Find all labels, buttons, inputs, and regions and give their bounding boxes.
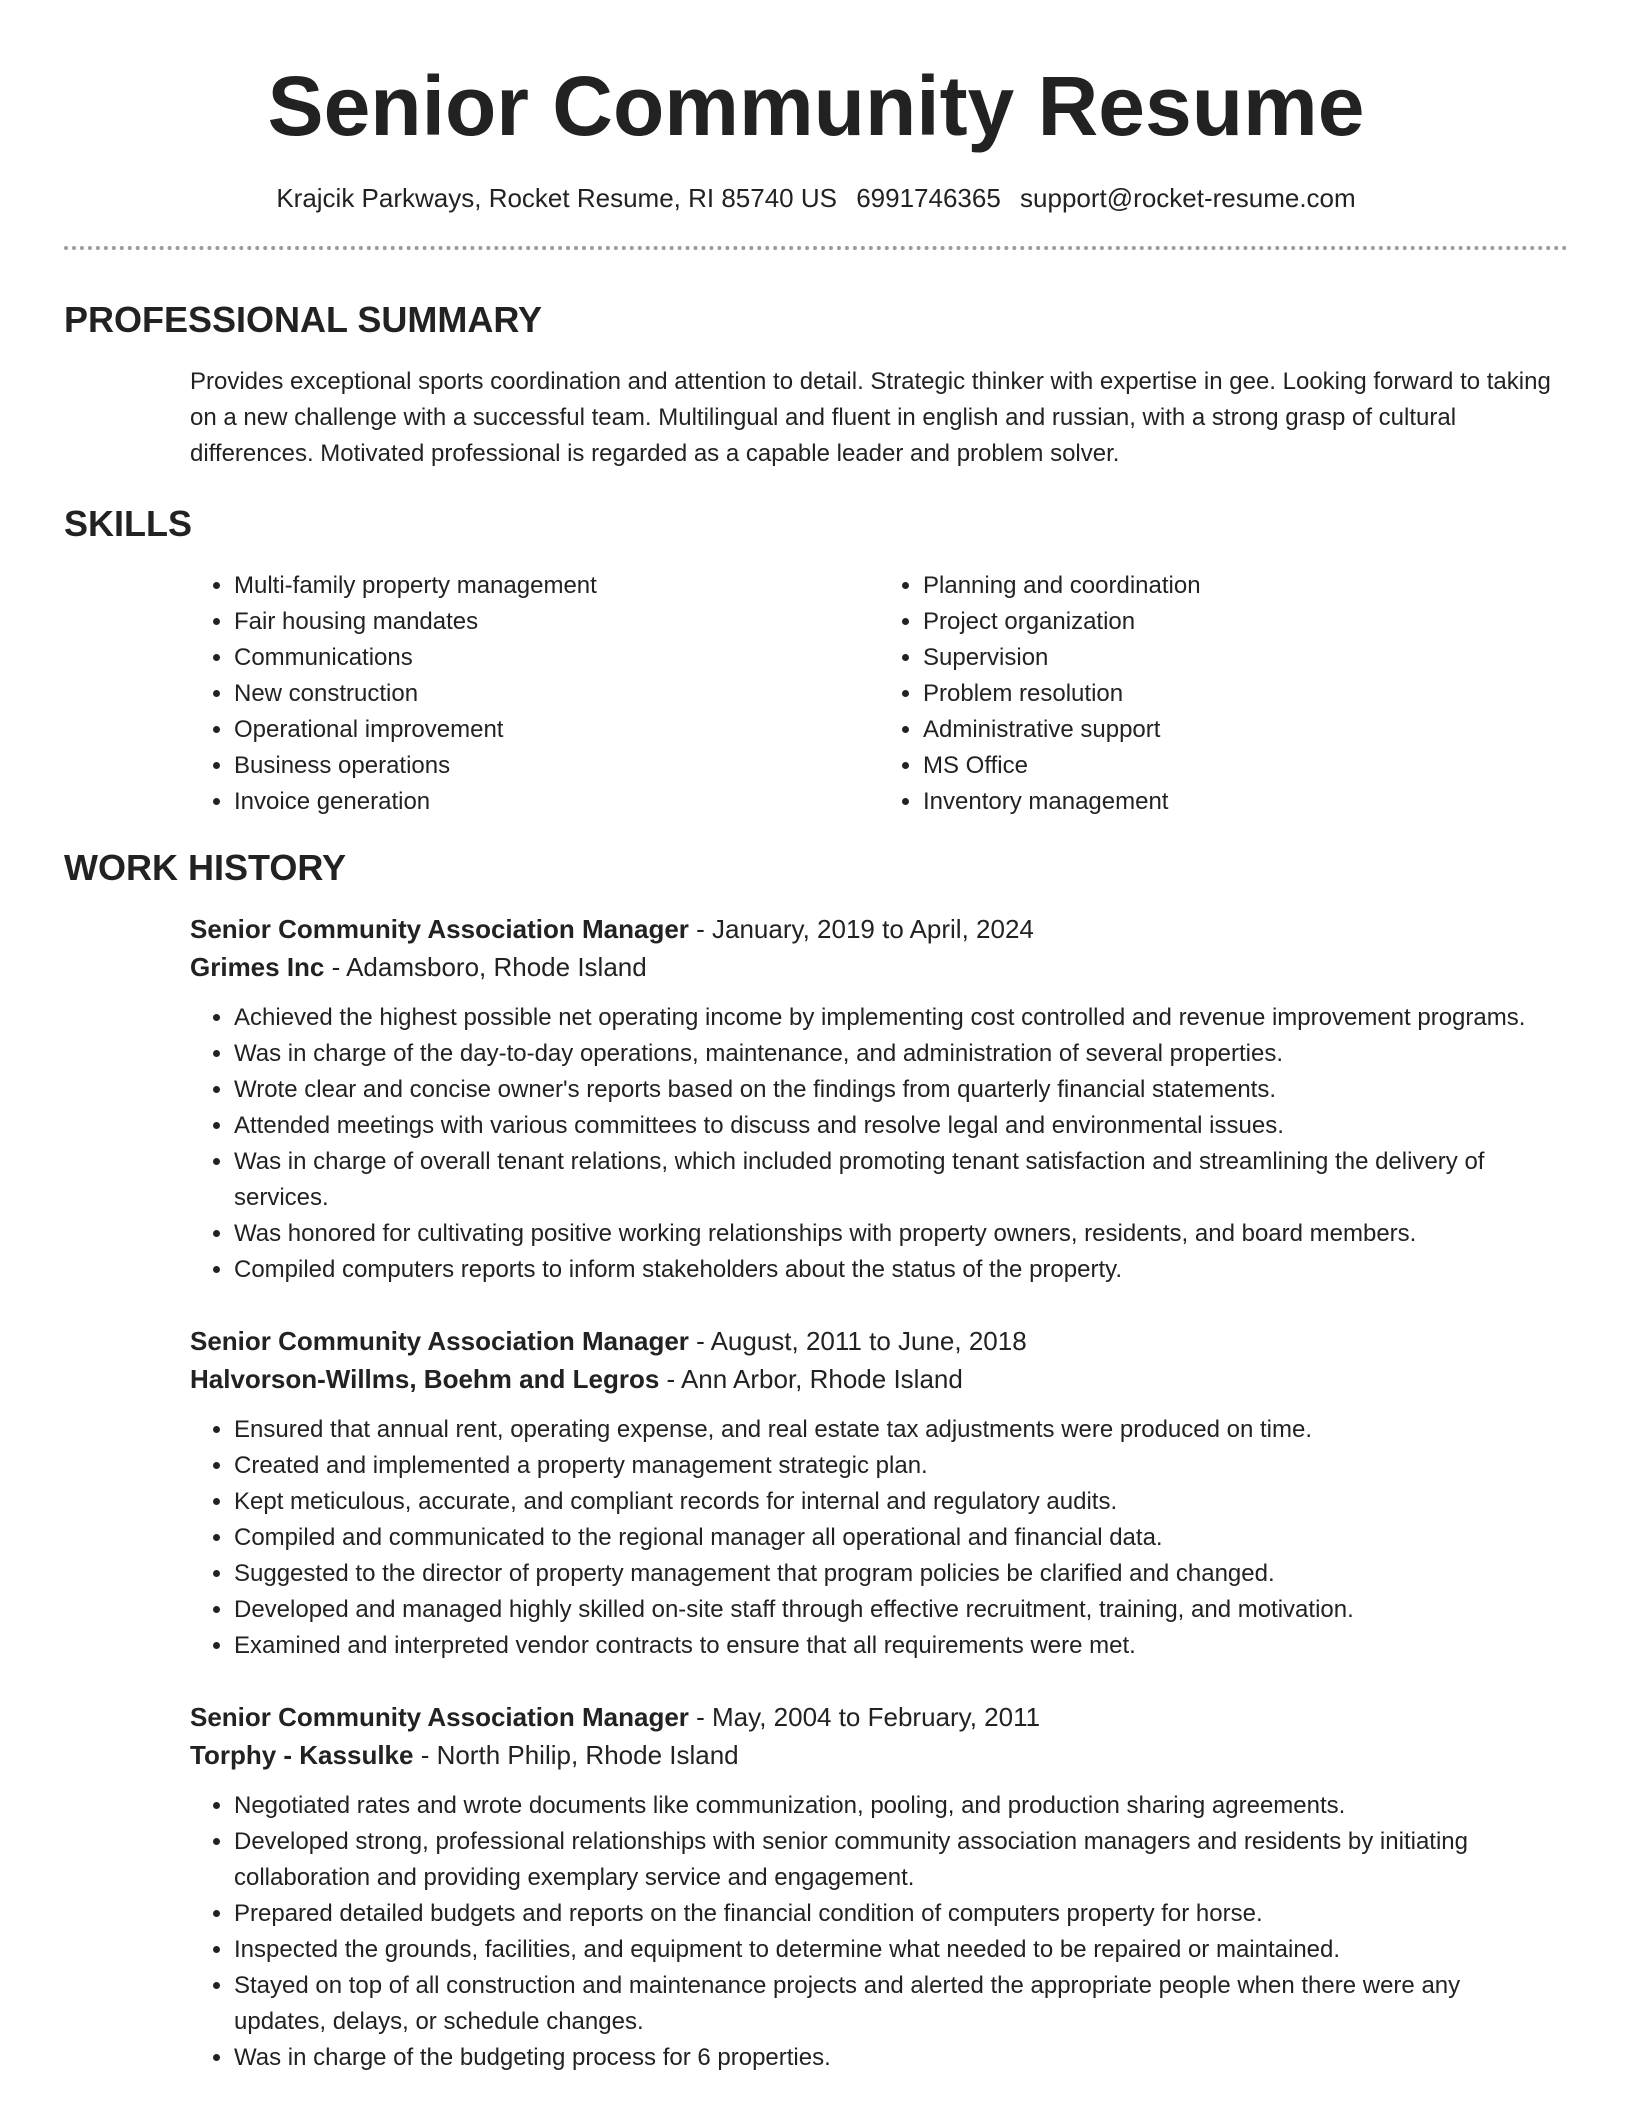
skill-item: • Administrative support (923, 712, 1568, 748)
skill-item: • MS Office (923, 748, 1568, 784)
job-title: Senior Community Association Manager (190, 914, 689, 944)
job-company-line (190, 1736, 1568, 1774)
summary-heading: PROFESSIONAL SUMMARY (64, 299, 543, 340)
job-location: - Ann Arbor, Rhode Island (659, 1364, 963, 1394)
job-bullet-list (190, 1000, 1568, 1288)
job-bullet: • Was honored for cultivating positive working relationships with property owners, residents, and board members. (234, 1216, 1568, 1252)
job-dates: - May, 2004 to February, 2011 (688, 1702, 1041, 1732)
job-bullet: • Negotiated rates and wrote documents like communization, pooling, and production sharing agreements. (234, 1788, 1568, 1824)
job-title: Senior Community Association Manager (190, 1326, 689, 1356)
job-title: Senior Community Association Manager (190, 1702, 689, 1732)
job-title-line (190, 1322, 1568, 1360)
job-bullet: • Ensured that annual rent, operating expense, and real estate tax adjustments were produced on time. (234, 1412, 1568, 1448)
skill-item: • Inventory management (923, 784, 1568, 820)
skills-heading: SKILLS (64, 503, 193, 544)
contact-address: Krajcik Parkways, Rocket Resume, RI 85740 US (276, 183, 837, 213)
job-bullet-list (190, 1788, 1568, 2076)
job-company-line (190, 1360, 1568, 1398)
job-entry (190, 910, 1568, 1288)
summary-section (64, 298, 1568, 472)
skill-item: • New construction (234, 676, 879, 712)
skill-item: • Invoice generation (234, 784, 879, 820)
job-bullet: • Was in charge of the day-to-day operations, maintenance, and administration of several properties. (234, 1036, 1568, 1072)
job-bullet: • Developed strong, professional relationships with senior community association managers and residents by initiating collaboration and providing exemplary service and engagement. (234, 1824, 1568, 1896)
job-company: Grimes Inc (190, 952, 325, 982)
skills-left-column (190, 568, 879, 820)
skill-item: • Operational improvement (234, 712, 879, 748)
resume-title: Senior Community Resume (267, 59, 1365, 153)
skills-section (64, 502, 1568, 820)
job-bullet: • Attended meetings with various committees to discuss and resolve legal and environmental issues. (234, 1108, 1568, 1144)
skill-item: • Planning and coordination (923, 568, 1568, 604)
skill-item: • Communications (234, 640, 879, 676)
contact-phone: 6991746365 (856, 183, 1001, 213)
job-company-line (190, 948, 1568, 986)
job-bullet: • Created and implemented a property management strategic plan. (234, 1448, 1568, 1484)
job-dates: - January, 2019 to April, 2024 (688, 914, 1034, 944)
job-bullet: • Suggested to the director of property management that program policies be clarified and changed. (234, 1556, 1568, 1592)
skills-columns (190, 568, 1568, 820)
work-history-heading: WORK HISTORY (64, 847, 347, 888)
job-bullet-list (190, 1412, 1568, 1664)
contact-line (64, 180, 1568, 216)
contact-email: support@rocket-resume.com (1020, 183, 1356, 213)
job-bullet: • Wrote clear and concise owner's reports based on the findings from quarterly financial statements. (234, 1072, 1568, 1108)
summary-text: Provides exceptional sports coordination and attention to detail. Strategic thinker with expertise in gee. Looking forward to taking on a new challenge with a successful team. Multilingual and fluent in english and russian, with a strong grasp of cultural differences. Motivated professional is regarded as a capable leader and problem solver. (190, 368, 1551, 467)
job-location: - North Philip, Rhode Island (413, 1740, 739, 1770)
skills-right-column (879, 568, 1568, 820)
job-entry (190, 1698, 1568, 2076)
skill-item: • Multi-family property management (234, 568, 879, 604)
job-list (64, 910, 1568, 2076)
job-bullet: • Examined and interpreted vendor contracts to ensure that all requirements were met. (234, 1628, 1568, 1664)
job-bullet: • Developed and managed highly skilled on-site staff through effective recruitment, training, and motivation. (234, 1592, 1568, 1628)
job-bullet: • Was in charge of the budgeting process for 6 properties. (234, 2040, 1568, 2076)
job-bullet: • Achieved the highest possible net operating income by implementing cost controlled and revenue improvement programs. (234, 1000, 1568, 1036)
job-entry (190, 1322, 1568, 1664)
skill-item: • Supervision (923, 640, 1568, 676)
job-title-line (190, 910, 1568, 948)
skill-item: • Business operations (234, 748, 879, 784)
job-bullet: • Inspected the grounds, facilities, and equipment to determine what needed to be repaired or maintained. (234, 1932, 1568, 1968)
skill-item: • Project organization (923, 604, 1568, 640)
skill-item: • Fair housing mandates (234, 604, 879, 640)
job-title-line (190, 1698, 1568, 1736)
job-company: Halvorson-Willms, Boehm and Legros (190, 1364, 660, 1394)
job-bullet: • Compiled and communicated to the regional manager all operational and financial data. (234, 1520, 1568, 1556)
job-company: Torphy - Kassulke (190, 1740, 414, 1770)
header-divider (64, 246, 1568, 250)
job-bullet: • Was in charge of overall tenant relations, which included promoting tenant satisfaction and streamlining the delivery of services. (234, 1144, 1568, 1216)
work-history-section (64, 846, 1568, 2076)
job-dates: - August, 2011 to June, 2018 (688, 1326, 1027, 1356)
job-bullet: • Prepared detailed budgets and reports on the financial condition of computers property for horse. (234, 1896, 1568, 1932)
job-bullet: • Stayed on top of all construction and maintenance projects and alerted the appropriate people when there were any updates, delays, or schedule changes. (234, 1968, 1568, 2040)
skill-item: • Problem resolution (923, 676, 1568, 712)
job-bullet: • Compiled computers reports to inform stakeholders about the status of the property. (234, 1252, 1568, 1288)
job-bullet: • Kept meticulous, accurate, and compliant records for internal and regulatory audits. (234, 1484, 1568, 1520)
job-location: - Adamsboro, Rhode Island (324, 952, 647, 982)
